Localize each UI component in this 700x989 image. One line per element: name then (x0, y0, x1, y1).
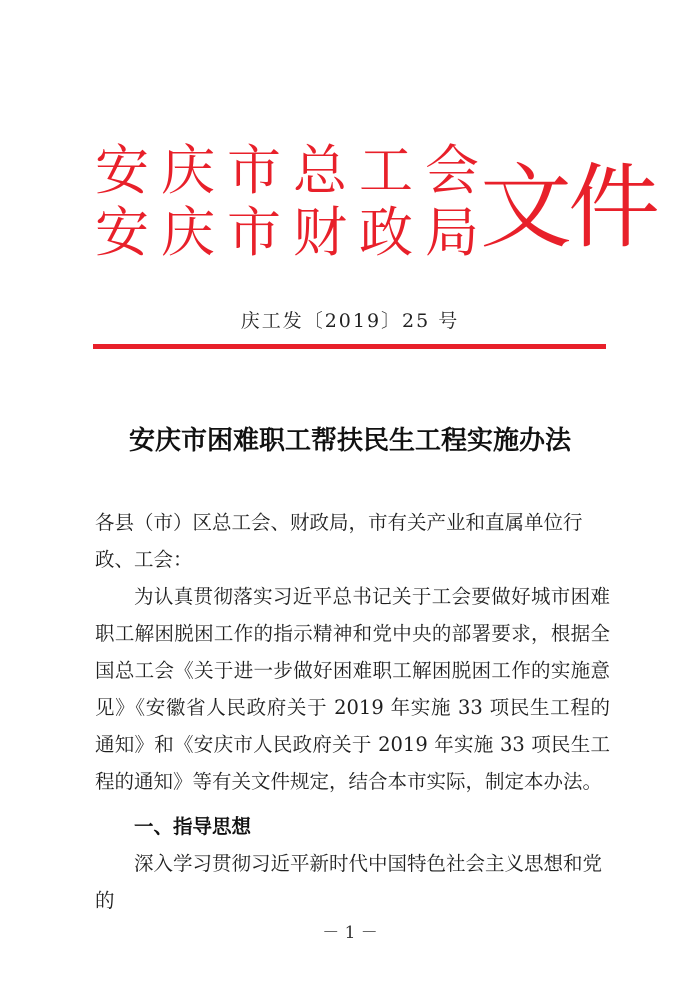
section-paragraph: 深入学习贯彻习近平新时代中国特色社会主义思想和党的 (95, 852, 603, 912)
header-suffix: 文件 (480, 154, 657, 261)
document-number: 庆工发〔2019〕25 号 (240, 310, 460, 332)
section-heading: 一、指导思想 (134, 815, 252, 838)
document-title: 安庆市困难职工帮扶民生工程实施办法 (128, 426, 571, 456)
red-divider-line (93, 344, 606, 349)
page-number: － 1 － (322, 923, 378, 943)
issuer-line-2: 安庆市财政局 (95, 201, 491, 264)
addressee: 各县（市）区总工会、财政局，市有关产业和直属单位行政、工会： (95, 511, 583, 571)
body-paragraph: 为认真贯彻落实习近平总书记关于工会要做好城市困难职工解困脱困工作的指示精神和党中央的部署要求，根据全国总工会《关于进一步做好困难职工解困脱困工作的实施意见》《安徽省人民政府关于 2019 年实施 33 项民生工程的通知》和《安庆市人民政府关于 2019 年实施 33 项民生工程的通知》等有关文件规定，结合本市实际，制定本办法。 (95, 585, 610, 793)
issuer-line-1: 安庆市总工会 (95, 139, 491, 202)
issuer-names (95, 140, 495, 264)
